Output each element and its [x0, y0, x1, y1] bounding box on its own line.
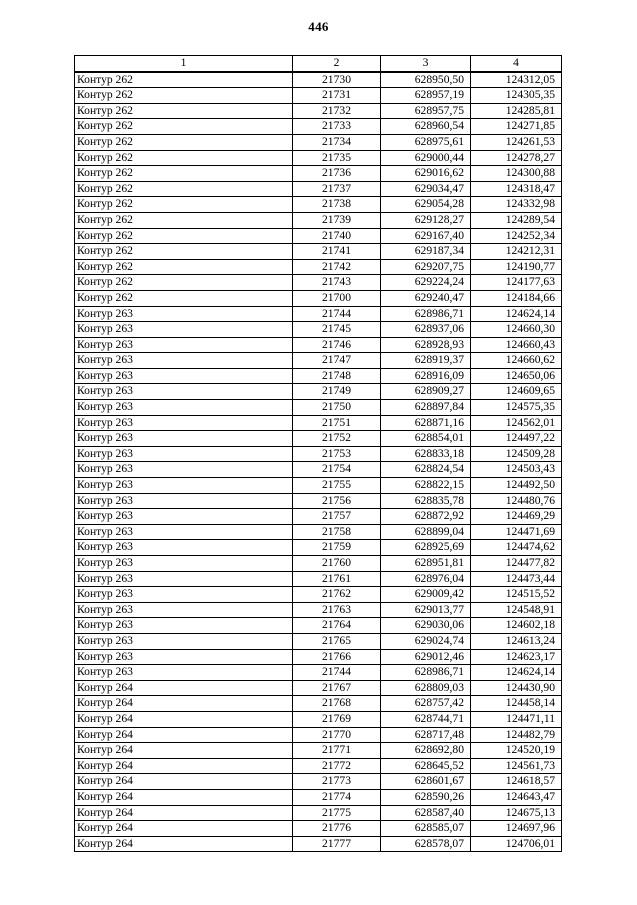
point-number-cell: 21756	[293, 493, 381, 509]
contour-name-cell: Контур 262	[75, 244, 293, 260]
x-coordinate-cell: 628899,04	[381, 524, 471, 540]
point-number-cell: 21736	[293, 166, 381, 182]
y-coordinate-cell: 124285,81	[471, 103, 562, 119]
point-number-cell: 21740	[293, 228, 381, 244]
contour-name-cell: Контур 262	[75, 134, 293, 150]
table-row	[75, 805, 562, 821]
table-row	[75, 587, 562, 603]
contour-name-cell: Контур 262	[75, 88, 293, 104]
x-coordinate-cell: 628578,07	[381, 836, 471, 852]
contour-name-cell: Контур 264	[75, 774, 293, 790]
point-number-cell: 21753	[293, 446, 381, 462]
contour-name-cell: Контур 262	[75, 228, 293, 244]
y-coordinate-cell: 124561,73	[471, 758, 562, 774]
y-coordinate-cell: 124650,06	[471, 368, 562, 384]
x-coordinate-cell: 629240,47	[381, 290, 471, 306]
y-coordinate-cell: 124305,35	[471, 88, 562, 104]
contour-name-cell: Контур 263	[75, 633, 293, 649]
contour-name-cell: Контур 263	[75, 400, 293, 416]
x-coordinate-cell: 628824,54	[381, 462, 471, 478]
y-coordinate-cell: 124609,65	[471, 384, 562, 400]
point-number-cell: 21769	[293, 711, 381, 727]
contour-name-cell: Контур 264	[75, 789, 293, 805]
table-row	[75, 462, 562, 478]
contour-name-cell: Контур 262	[75, 103, 293, 119]
point-number-cell: 21758	[293, 524, 381, 540]
point-number-cell: 21754	[293, 462, 381, 478]
y-coordinate-cell: 124278,27	[471, 150, 562, 166]
x-coordinate-cell: 628587,40	[381, 805, 471, 821]
table-row	[75, 290, 562, 306]
page-number: 446	[308, 19, 329, 34]
x-coordinate-cell: 628950,50	[381, 72, 471, 88]
x-coordinate-cell: 628601,67	[381, 774, 471, 790]
x-coordinate-cell: 629167,40	[381, 228, 471, 244]
y-coordinate-cell: 124618,57	[471, 774, 562, 790]
point-number-cell: 21750	[293, 400, 381, 416]
x-coordinate-cell: 628835,78	[381, 493, 471, 509]
contour-name-cell: Контур 263	[75, 493, 293, 509]
contour-name-cell: Контур 262	[75, 290, 293, 306]
contour-name-cell: Контур 262	[75, 197, 293, 213]
x-coordinate-cell: 629224,24	[381, 275, 471, 291]
table-row	[75, 633, 562, 649]
table-row	[75, 571, 562, 587]
point-number-cell: 21747	[293, 353, 381, 369]
point-number-cell: 21743	[293, 275, 381, 291]
point-number-cell: 21744	[293, 306, 381, 322]
contour-name-cell: Контур 263	[75, 306, 293, 322]
point-number-cell: 21777	[293, 836, 381, 852]
point-number-cell: 21774	[293, 789, 381, 805]
coordinates-table	[74, 55, 562, 852]
y-coordinate-cell: 124660,30	[471, 322, 562, 338]
table-row	[75, 88, 562, 104]
point-number-cell: 21748	[293, 368, 381, 384]
x-coordinate-cell: 629013,77	[381, 602, 471, 618]
y-coordinate-cell: 124613,24	[471, 633, 562, 649]
y-coordinate-cell: 124300,88	[471, 166, 562, 182]
point-number-cell: 21738	[293, 197, 381, 213]
contour-name-cell: Контур 264	[75, 836, 293, 852]
contour-name-cell: Контур 262	[75, 72, 293, 88]
contour-name-cell: Контур 263	[75, 368, 293, 384]
point-number-cell: 21749	[293, 384, 381, 400]
x-coordinate-cell: 628919,37	[381, 353, 471, 369]
x-coordinate-cell: 629000,44	[381, 150, 471, 166]
contour-name-cell: Контур 263	[75, 556, 293, 572]
y-coordinate-cell: 124624,14	[471, 665, 562, 681]
contour-name-cell: Контур 263	[75, 618, 293, 634]
x-coordinate-cell: 628822,15	[381, 478, 471, 494]
point-number-cell: 21741	[293, 244, 381, 260]
point-number-cell: 21751	[293, 415, 381, 431]
table-row	[75, 774, 562, 790]
point-number-cell: 21746	[293, 337, 381, 353]
contour-name-cell: Контур 263	[75, 462, 293, 478]
table-row	[75, 322, 562, 338]
y-coordinate-cell: 124602,18	[471, 618, 562, 634]
point-number-cell: 21761	[293, 571, 381, 587]
point-number-cell: 21764	[293, 618, 381, 634]
contour-name-cell: Контур 263	[75, 509, 293, 525]
table-row	[75, 649, 562, 665]
point-number-cell: 21772	[293, 758, 381, 774]
y-coordinate-cell: 124312,05	[471, 72, 562, 88]
x-coordinate-cell: 628897,84	[381, 400, 471, 416]
x-coordinate-cell: 628590,26	[381, 789, 471, 805]
column-header-2: 2	[293, 56, 381, 72]
y-coordinate-cell: 124318,47	[471, 181, 562, 197]
y-coordinate-cell: 124515,52	[471, 587, 562, 603]
x-coordinate-cell: 628928,93	[381, 337, 471, 353]
table-row	[75, 727, 562, 743]
point-number-cell: 21733	[293, 119, 381, 135]
contour-name-cell: Контур 264	[75, 696, 293, 712]
table-row	[75, 415, 562, 431]
y-coordinate-cell: 124675,13	[471, 805, 562, 821]
table-row	[75, 103, 562, 119]
point-number-cell: 21730	[293, 72, 381, 88]
y-coordinate-cell: 124562,01	[471, 415, 562, 431]
table-row	[75, 602, 562, 618]
contour-name-cell: Контур 263	[75, 431, 293, 447]
y-coordinate-cell: 124482,79	[471, 727, 562, 743]
y-coordinate-cell: 124177,63	[471, 275, 562, 291]
x-coordinate-cell: 628937,06	[381, 322, 471, 338]
x-coordinate-cell: 629009,42	[381, 587, 471, 603]
point-number-cell: 21755	[293, 478, 381, 494]
point-number-cell: 21734	[293, 134, 381, 150]
y-coordinate-cell: 124623,17	[471, 649, 562, 665]
point-number-cell: 21745	[293, 322, 381, 338]
contour-name-cell: Контур 264	[75, 805, 293, 821]
table-row	[75, 244, 562, 260]
x-coordinate-cell: 628976,04	[381, 571, 471, 587]
contour-name-cell: Контур 262	[75, 150, 293, 166]
table-row	[75, 212, 562, 228]
y-coordinate-cell: 124184,66	[471, 290, 562, 306]
y-coordinate-cell: 124497,22	[471, 431, 562, 447]
table-row	[75, 556, 562, 572]
y-coordinate-cell: 124480,76	[471, 493, 562, 509]
table-row	[75, 524, 562, 540]
contour-name-cell: Контур 264	[75, 680, 293, 696]
table-row	[75, 384, 562, 400]
x-coordinate-cell: 628833,18	[381, 446, 471, 462]
table-row	[75, 134, 562, 150]
y-coordinate-cell: 124471,11	[471, 711, 562, 727]
point-number-cell: 21771	[293, 743, 381, 759]
y-coordinate-cell: 124190,77	[471, 259, 562, 275]
x-coordinate-cell: 628871,16	[381, 415, 471, 431]
y-coordinate-cell: 124474,62	[471, 540, 562, 556]
x-coordinate-cell: 628809,03	[381, 680, 471, 696]
x-coordinate-cell: 628744,71	[381, 711, 471, 727]
header-row	[75, 56, 562, 72]
table-row	[75, 431, 562, 447]
point-number-cell: 21739	[293, 212, 381, 228]
contour-name-cell: Контур 263	[75, 478, 293, 494]
table-body	[75, 72, 562, 852]
point-number-cell: 21731	[293, 88, 381, 104]
x-coordinate-cell: 629024,74	[381, 633, 471, 649]
x-coordinate-cell: 628916,09	[381, 368, 471, 384]
column-header-3: 3	[381, 56, 471, 72]
table-row	[75, 836, 562, 852]
contour-name-cell: Контур 263	[75, 524, 293, 540]
x-coordinate-cell: 628692,80	[381, 743, 471, 759]
point-number-cell: 21742	[293, 259, 381, 275]
contour-name-cell: Контур 263	[75, 446, 293, 462]
contour-name-cell: Контур 264	[75, 758, 293, 774]
contour-name-cell: Контур 262	[75, 166, 293, 182]
point-number-cell: 21760	[293, 556, 381, 572]
contour-name-cell: Контур 263	[75, 384, 293, 400]
table-row	[75, 821, 562, 837]
x-coordinate-cell: 628986,71	[381, 306, 471, 322]
x-coordinate-cell: 629016,62	[381, 166, 471, 182]
x-coordinate-cell: 629030,06	[381, 618, 471, 634]
y-coordinate-cell: 124473,44	[471, 571, 562, 587]
point-number-cell: 21700	[293, 290, 381, 306]
contour-name-cell: Контур 264	[75, 727, 293, 743]
table-row	[75, 259, 562, 275]
x-coordinate-cell: 629034,47	[381, 181, 471, 197]
x-coordinate-cell: 629187,34	[381, 244, 471, 260]
y-coordinate-cell: 124469,29	[471, 509, 562, 525]
point-number-cell: 21766	[293, 649, 381, 665]
x-coordinate-cell: 628957,19	[381, 88, 471, 104]
point-number-cell: 21763	[293, 602, 381, 618]
table-row	[75, 446, 562, 462]
x-coordinate-cell: 628909,27	[381, 384, 471, 400]
table-row	[75, 119, 562, 135]
y-coordinate-cell: 124289,54	[471, 212, 562, 228]
contour-name-cell: Контур 263	[75, 602, 293, 618]
x-coordinate-cell: 629054,28	[381, 197, 471, 213]
y-coordinate-cell: 124643,47	[471, 789, 562, 805]
x-coordinate-cell: 629128,27	[381, 212, 471, 228]
y-coordinate-cell: 124548,91	[471, 602, 562, 618]
table-row	[75, 368, 562, 384]
table-row	[75, 540, 562, 556]
y-coordinate-cell: 124492,50	[471, 478, 562, 494]
column-header-4: 4	[471, 56, 562, 72]
point-number-cell: 21744	[293, 665, 381, 681]
table-row	[75, 353, 562, 369]
table-header	[75, 56, 562, 72]
table-row	[75, 618, 562, 634]
contour-name-cell: Контур 263	[75, 415, 293, 431]
table-row	[75, 478, 562, 494]
point-number-cell: 21762	[293, 587, 381, 603]
x-coordinate-cell: 628925,69	[381, 540, 471, 556]
x-coordinate-cell: 628951,81	[381, 556, 471, 572]
table-row	[75, 181, 562, 197]
contour-name-cell: Контур 263	[75, 571, 293, 587]
point-number-cell: 21773	[293, 774, 381, 790]
contour-name-cell: Контур 263	[75, 540, 293, 556]
contour-name-cell: Контур 264	[75, 711, 293, 727]
x-coordinate-cell: 628717,48	[381, 727, 471, 743]
x-coordinate-cell: 628957,75	[381, 103, 471, 119]
contour-name-cell: Контур 262	[75, 181, 293, 197]
x-coordinate-cell: 628872,92	[381, 509, 471, 525]
point-number-cell: 21752	[293, 431, 381, 447]
table-row	[75, 789, 562, 805]
y-coordinate-cell: 124660,43	[471, 337, 562, 353]
y-coordinate-cell: 124503,43	[471, 462, 562, 478]
contour-name-cell: Контур 264	[75, 743, 293, 759]
y-coordinate-cell: 124252,34	[471, 228, 562, 244]
y-coordinate-cell: 124212,31	[471, 244, 562, 260]
y-coordinate-cell: 124477,82	[471, 556, 562, 572]
x-coordinate-cell: 628757,42	[381, 696, 471, 712]
y-coordinate-cell: 124575,35	[471, 400, 562, 416]
y-coordinate-cell: 124458,14	[471, 696, 562, 712]
y-coordinate-cell: 124660,62	[471, 353, 562, 369]
table-row	[75, 72, 562, 88]
contour-name-cell: Контур 262	[75, 259, 293, 275]
table-row	[75, 150, 562, 166]
table-row	[75, 696, 562, 712]
y-coordinate-cell: 124706,01	[471, 836, 562, 852]
x-coordinate-cell: 628986,71	[381, 665, 471, 681]
y-coordinate-cell: 124471,69	[471, 524, 562, 540]
contour-name-cell: Контур 262	[75, 212, 293, 228]
contour-name-cell: Контур 264	[75, 821, 293, 837]
point-number-cell: 21759	[293, 540, 381, 556]
point-number-cell: 21732	[293, 103, 381, 119]
point-number-cell: 21767	[293, 680, 381, 696]
y-coordinate-cell: 124271,85	[471, 119, 562, 135]
y-coordinate-cell: 124509,28	[471, 446, 562, 462]
point-number-cell: 21757	[293, 509, 381, 525]
contour-name-cell: Контур 263	[75, 353, 293, 369]
table-row	[75, 509, 562, 525]
x-coordinate-cell: 629012,46	[381, 649, 471, 665]
y-coordinate-cell: 124624,14	[471, 306, 562, 322]
point-number-cell: 21768	[293, 696, 381, 712]
point-number-cell: 21776	[293, 821, 381, 837]
contour-name-cell: Контур 262	[75, 275, 293, 291]
point-number-cell: 21775	[293, 805, 381, 821]
contour-name-cell: Контур 263	[75, 322, 293, 338]
y-coordinate-cell: 124697,96	[471, 821, 562, 837]
table-row	[75, 743, 562, 759]
table-row	[75, 166, 562, 182]
y-coordinate-cell: 124261,53	[471, 134, 562, 150]
table-row	[75, 680, 562, 696]
point-number-cell: 21770	[293, 727, 381, 743]
contour-name-cell: Контур 263	[75, 649, 293, 665]
contour-name-cell: Контур 263	[75, 665, 293, 681]
table-row	[75, 275, 562, 291]
table-row	[75, 665, 562, 681]
y-coordinate-cell: 124332,98	[471, 197, 562, 213]
table-row	[75, 337, 562, 353]
table-row	[75, 400, 562, 416]
table-row	[75, 197, 562, 213]
y-coordinate-cell: 124430,90	[471, 680, 562, 696]
point-number-cell: 21735	[293, 150, 381, 166]
x-coordinate-cell: 628645,52	[381, 758, 471, 774]
table-row	[75, 711, 562, 727]
x-coordinate-cell: 629207,75	[381, 259, 471, 275]
contour-name-cell: Контур 263	[75, 337, 293, 353]
table-row	[75, 228, 562, 244]
x-coordinate-cell: 628585,07	[381, 821, 471, 837]
point-number-cell: 21737	[293, 181, 381, 197]
column-header-1: 1	[75, 56, 293, 72]
table-row	[75, 493, 562, 509]
x-coordinate-cell: 628854,01	[381, 431, 471, 447]
point-number-cell: 21765	[293, 633, 381, 649]
y-coordinate-cell: 124520,19	[471, 743, 562, 759]
x-coordinate-cell: 628975,61	[381, 134, 471, 150]
table-row	[75, 306, 562, 322]
contour-name-cell: Контур 262	[75, 119, 293, 135]
contour-name-cell: Контур 263	[75, 587, 293, 603]
table-row	[75, 758, 562, 774]
x-coordinate-cell: 628960,54	[381, 119, 471, 135]
